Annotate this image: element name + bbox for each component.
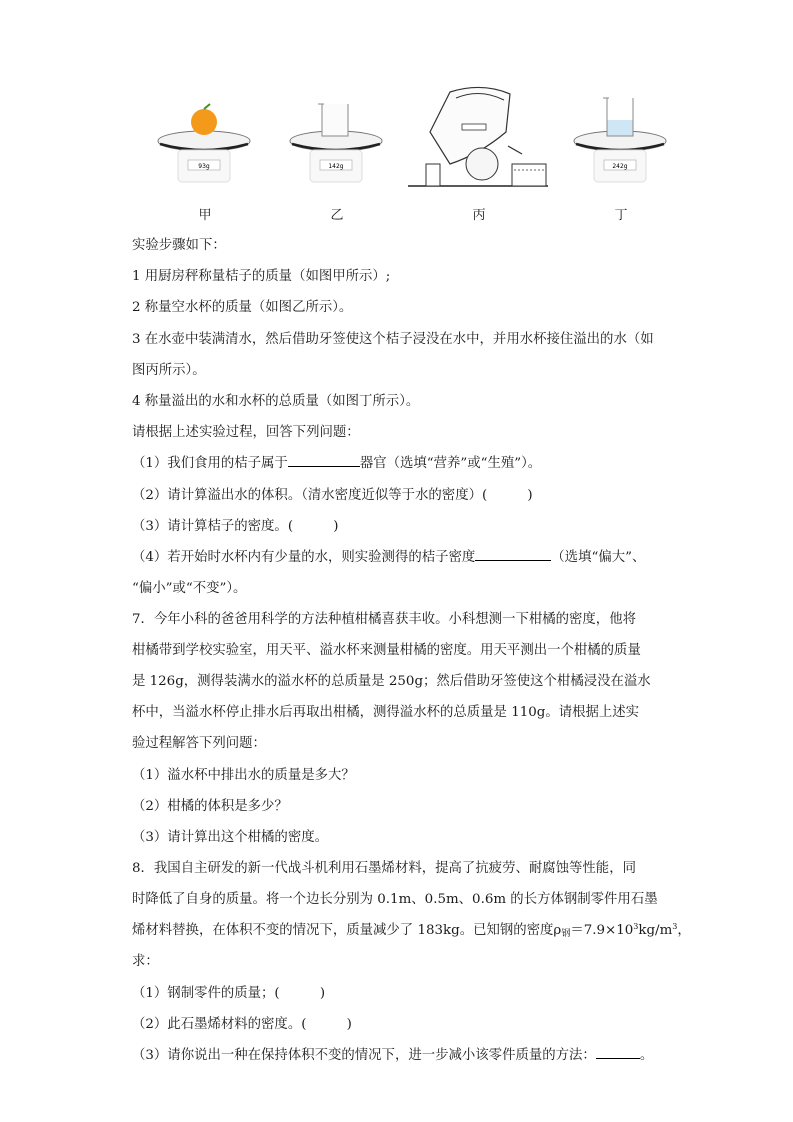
q7-line: 柑橘带到学校实验室，用天平、溢水杯来测量柑橘的密度。用天平测出一个柑橘的质量 [132, 643, 641, 658]
step-3: 3 在水壶中装满清水，然后借助牙签使这个桔子浸没在水中，并用水杯接住溢出的水（如 [132, 332, 654, 347]
step-1: 1 用厨房秤称量桔子的质量（如图甲所示）; [132, 269, 391, 284]
intro-text: 实验步骤如下： [132, 238, 226, 253]
q7-sub1: （1）溢水杯中排出水的质量是多大？ [132, 768, 355, 783]
step-3-cont: 图丙所示）。 [132, 363, 206, 378]
q8-sub3 [132, 1044, 653, 1063]
figure-label-jia: 甲 [198, 208, 212, 223]
steel-subscript: 钢 [561, 929, 571, 939]
q7-line: 杯中，当溢水杯停止排水后再取出柑橘，测得溢水杯的总质量是 110g。请根据上述实 [132, 705, 640, 720]
step-2: 2 称量空水杯的质量（如图乙所示）。 [132, 300, 353, 315]
q6-sub4-text-b: （选填“偏大”、 [551, 550, 646, 565]
q8-line3-a: 烯材料替换，在体积不变的情况下，质量减少了 183kg。已知钢的密度ρ [132, 923, 562, 938]
q8-line4: 求： [132, 954, 159, 969]
q6-sub4-text: （4）若开始时水杯内有少量的水，则实验测得的桔子密度 [132, 550, 476, 565]
scale-with-orange [158, 104, 250, 182]
q7-line: 7．今年小科的爸爸用科学的方法种植柑橘喜获丰收。小科想测一下柑橘的密度，他将 [132, 612, 636, 627]
figure-label-yi: 乙 [330, 208, 344, 223]
q7-sub3: （3）请计算出这个柑橘的密度。 [132, 830, 328, 845]
orange-icon [191, 109, 217, 135]
answer-blank[interactable] [288, 452, 360, 467]
q8-line2: 时降低了自身的质量。将一个边长分别为 0.1m、0.5m、0.6m 的长方体钢制零件用石墨 [132, 892, 658, 907]
reading-yi: 142g [328, 163, 344, 170]
q6-sub4 [132, 546, 645, 565]
q8-line3-d: ， [677, 923, 691, 938]
q6-sub1-text-b: 器官（选填“营养”或“生殖”）。 [359, 456, 542, 471]
kettle-overflow-setup [408, 87, 548, 186]
step-4: 4 称量溢出的水和水杯的总质量（如图丁所示）。 [132, 394, 420, 409]
figure-label-ding: 丁 [614, 208, 628, 223]
q8-sub3-end: 。 [639, 1048, 654, 1063]
experiment-figures [150, 84, 670, 224]
exponent: 3 [633, 922, 639, 931]
answer-blank[interactable] [596, 1044, 640, 1059]
q7-sub2: （2）柑橘的体积是多少？ [132, 799, 288, 814]
reading-jia: 93g [198, 163, 210, 170]
reading-ding: 242g [612, 163, 628, 170]
q8-sub1: （1）钢制零件的质量；( ) [132, 986, 326, 1001]
q6-sub1 [132, 452, 541, 471]
answer-blank[interactable] [475, 546, 551, 561]
q8-sub3-text: （3）请你说出一种在保持体积不变的情况下，进一步减小该零件质量的方法： [132, 1048, 596, 1063]
figure-label-bing: 丙 [472, 208, 486, 223]
q6-sub1-text: （1）我们食用的桔子属于 [132, 456, 288, 471]
q6-sub4-cont: “偏小”或“不变”）。 [132, 581, 247, 596]
q8-line3 [132, 919, 691, 939]
scale-with-empty-cup [290, 104, 382, 182]
q7-line: 验过程解答下列问题： [132, 736, 266, 751]
q8-line1: 8．我国自主研发的新一代战斗机利用石墨烯材料，提高了抗疲劳、耐腐蚀等性能，同 [132, 861, 636, 876]
exponent: 3 [672, 922, 678, 931]
q8-line3-c: kg/m [638, 923, 673, 938]
q6-sub3: （3）请计算桔子的密度。( ) [132, 519, 339, 534]
q7-line: 是 126g，测得装满水的溢水杯的总质量是 250g；然后借助牙签使这个柑橘浸没在溢水 [132, 674, 651, 689]
q8-sub2: （2）此石墨烯材料的密度。( ) [132, 1017, 352, 1032]
q6-prompt: 请根据上述实验过程，回答下列问题： [132, 425, 360, 440]
q6-sub2: （2）请计算溢出水的体积。（清水密度近似等于水的密度）( ) [132, 488, 533, 503]
q8-line3-b: ＝7.9×10 [570, 923, 634, 938]
